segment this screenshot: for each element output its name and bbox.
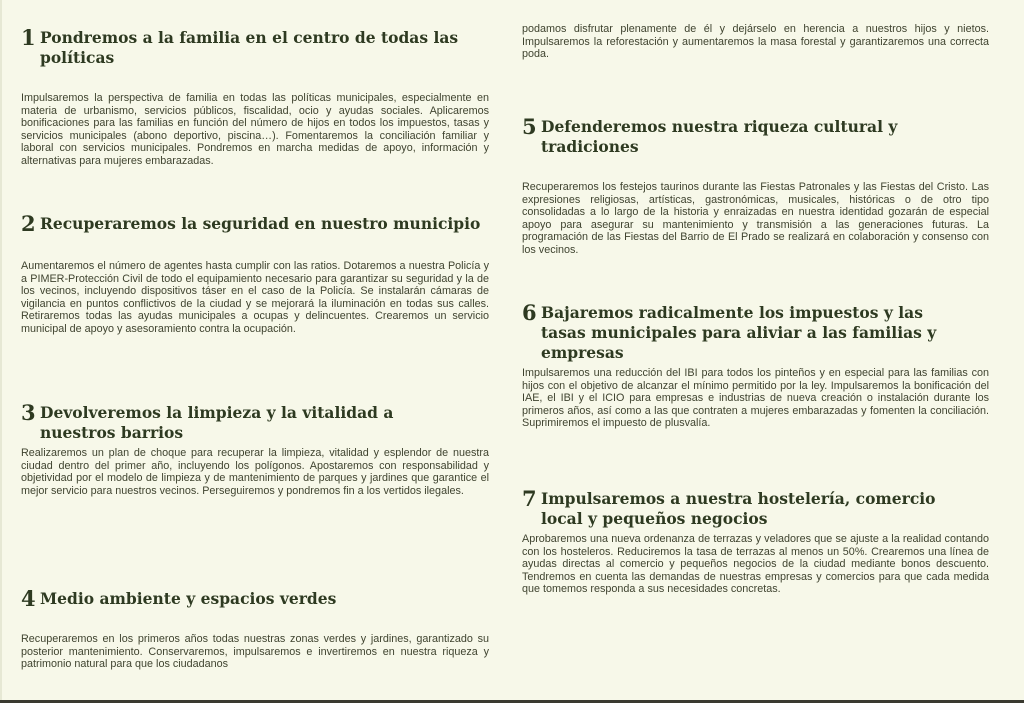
section-5-number: 5 xyxy=(522,114,537,139)
section-2-body: Aumentaremos el número de agentes hasta cumplir con las ratios. Dotaremos a nuestra Policía y a PIMER-Protección Civil de todo el equipamiento necesario para garantizar su seguridad y la de los vecinos, incluyendo dispositivos táser en el caso de la Policía. Se instalarán cámaras de vigilancia en puntos conflictivos de la ciudad y se mejorará la iluminación en todas sus calles. Retiraremos todas las ayudas municipales a ocupas y delincuentes. Crearemos un servicio municipal de apoyo y asesoramiento contra la ocupación. xyxy=(21,260,489,335)
section-3-number: 3 xyxy=(21,400,36,425)
section-7-number: 7 xyxy=(522,486,537,511)
section-6-title: Bajaremos radicalmente los impuestos y las tasas municipales para aliviar a las familias y empresas xyxy=(541,303,937,362)
section-1-body: Impulsaremos la perspectiva de familia en todas las políticas municipales, especialmente en materia de urbanismo, servicios públicos, fiscalidad, ocio y ayudas sociales. Aplicaremos bonificaciones para las familias en función del número de hijos en todos los impuestos, tasas y servicios municipales (abono deportivo, piscina…). Fomentaremos la conciliación familiar y laboral con servicios municipales. Pondremos en marcha medidas de apoyo, información y alternativas para mujeres embarazadas. xyxy=(21,92,489,167)
section-7-body: Aprobaremos una nueva ordenanza de terrazas y veladores que se ajuste a la realidad contando con los hosteleros. Reduciremos la tasa de terrazas al menos un 50%. Crearemos una línea de ayudas directas al comercio y pequeños negocios de la ciudad mediante bonos descuento. Tendremos en cuenta las demandas de nuestras empresas y comercios para que cada medida que tomemos responda a sus necesidades concretas. xyxy=(522,533,989,596)
section-6-body: Impulsaremos una reducción del IBI para todos los pinteños y en especial para las familias con hijos con el objetivo de alcanzar el mínimo permitido por la ley. Impulsaremos la bonificación del IAE, el IBI y el ICIO para empresas e industrias de nueva creación o instalación durante los primeros años, así como a las que contraten a mujeres embarazadas y fomenten la conciliación. Suprimiremos el impuesto de plusvalía. xyxy=(522,367,989,430)
section-7 xyxy=(522,486,989,596)
section-4 xyxy=(21,586,489,671)
section-4-body: Recuperaremos en los primeros años todas nuestras zonas verdes y jardines, garantizado su posterior mantenimiento. Conservaremos, impulsaremos e invertiremos en nuestra riqueza y patrimonio natural para que los ciudadanos xyxy=(21,633,489,671)
section-3 xyxy=(21,400,489,497)
section-6-number: 6 xyxy=(522,300,537,325)
section-2-heading xyxy=(21,211,489,236)
section-4-title: Medio ambiente y espacios verdes xyxy=(40,589,337,608)
section-1-number: 1 xyxy=(21,25,36,50)
section-4-body-continued: podamos disfrutar plenamente de él y dejárselo en herencia a nuestros hijos y nietos. Impulsaremos la reforestación y aumentaremos la masa forestal y garantizaremos una correcta poda. xyxy=(522,23,989,61)
section-5-heading xyxy=(522,114,989,157)
section-4-continued xyxy=(522,23,989,61)
section-3-body: Realizaremos un plan de choque para recuperar la limpieza, vitalidad y esplendor de nuestra ciudad dentro del primer año, incluyendo los polígonos. Apostaremos con responsabilidad y objetividad por el modelo de limpieza y de mantenimiento de parques y jardines que garantice el mejor servicio para nuestros vecinos. Perseguiremos y pondremos fin a los vertidos ilegales. xyxy=(21,447,489,497)
section-1-heading xyxy=(21,25,489,68)
section-1-title: Pondremos a la familia en el centro de todas las políticas xyxy=(40,28,459,67)
section-1 xyxy=(21,25,489,168)
section-6-heading xyxy=(522,300,989,363)
section-4-heading xyxy=(21,586,489,611)
section-3-title: Devolveremos la limpieza y la vitalidad a nuestros barrios xyxy=(40,403,394,442)
section-7-heading xyxy=(522,486,989,529)
section-5-body: Recuperaremos los festejos taurinos durante las Fiestas Patronales y las Fiestas del Cristo. Las expresiones religiosas, artísticas, gastronómicas, musicales, históricas o de otro tipo consolidadas a lo largo de la historia y enraizadas en nuestra identidad gozarán de especial apoyo para asegurar su mantenimiento y transmisión a las generaciones futuras. La programación de las Fiestas del Barrio de El Prado se realizará en colaboración y consenso con los vecinos. xyxy=(522,181,989,256)
section-3-heading xyxy=(21,400,489,443)
page-edge-shadow xyxy=(0,0,2,703)
section-2 xyxy=(21,211,489,336)
section-7-title: Impulsaremos a nuestra hostelería, comercio local y pequeños negocios xyxy=(541,489,936,528)
section-5 xyxy=(522,114,989,257)
section-4-number: 4 xyxy=(21,586,36,611)
section-5-title: Defenderemos nuestra riqueza cultural y tradiciones xyxy=(541,117,898,156)
section-2-number: 2 xyxy=(21,211,36,236)
section-2-title: Recuperaremos la seguridad en nuestro municipio xyxy=(40,214,481,233)
section-6 xyxy=(522,300,989,430)
